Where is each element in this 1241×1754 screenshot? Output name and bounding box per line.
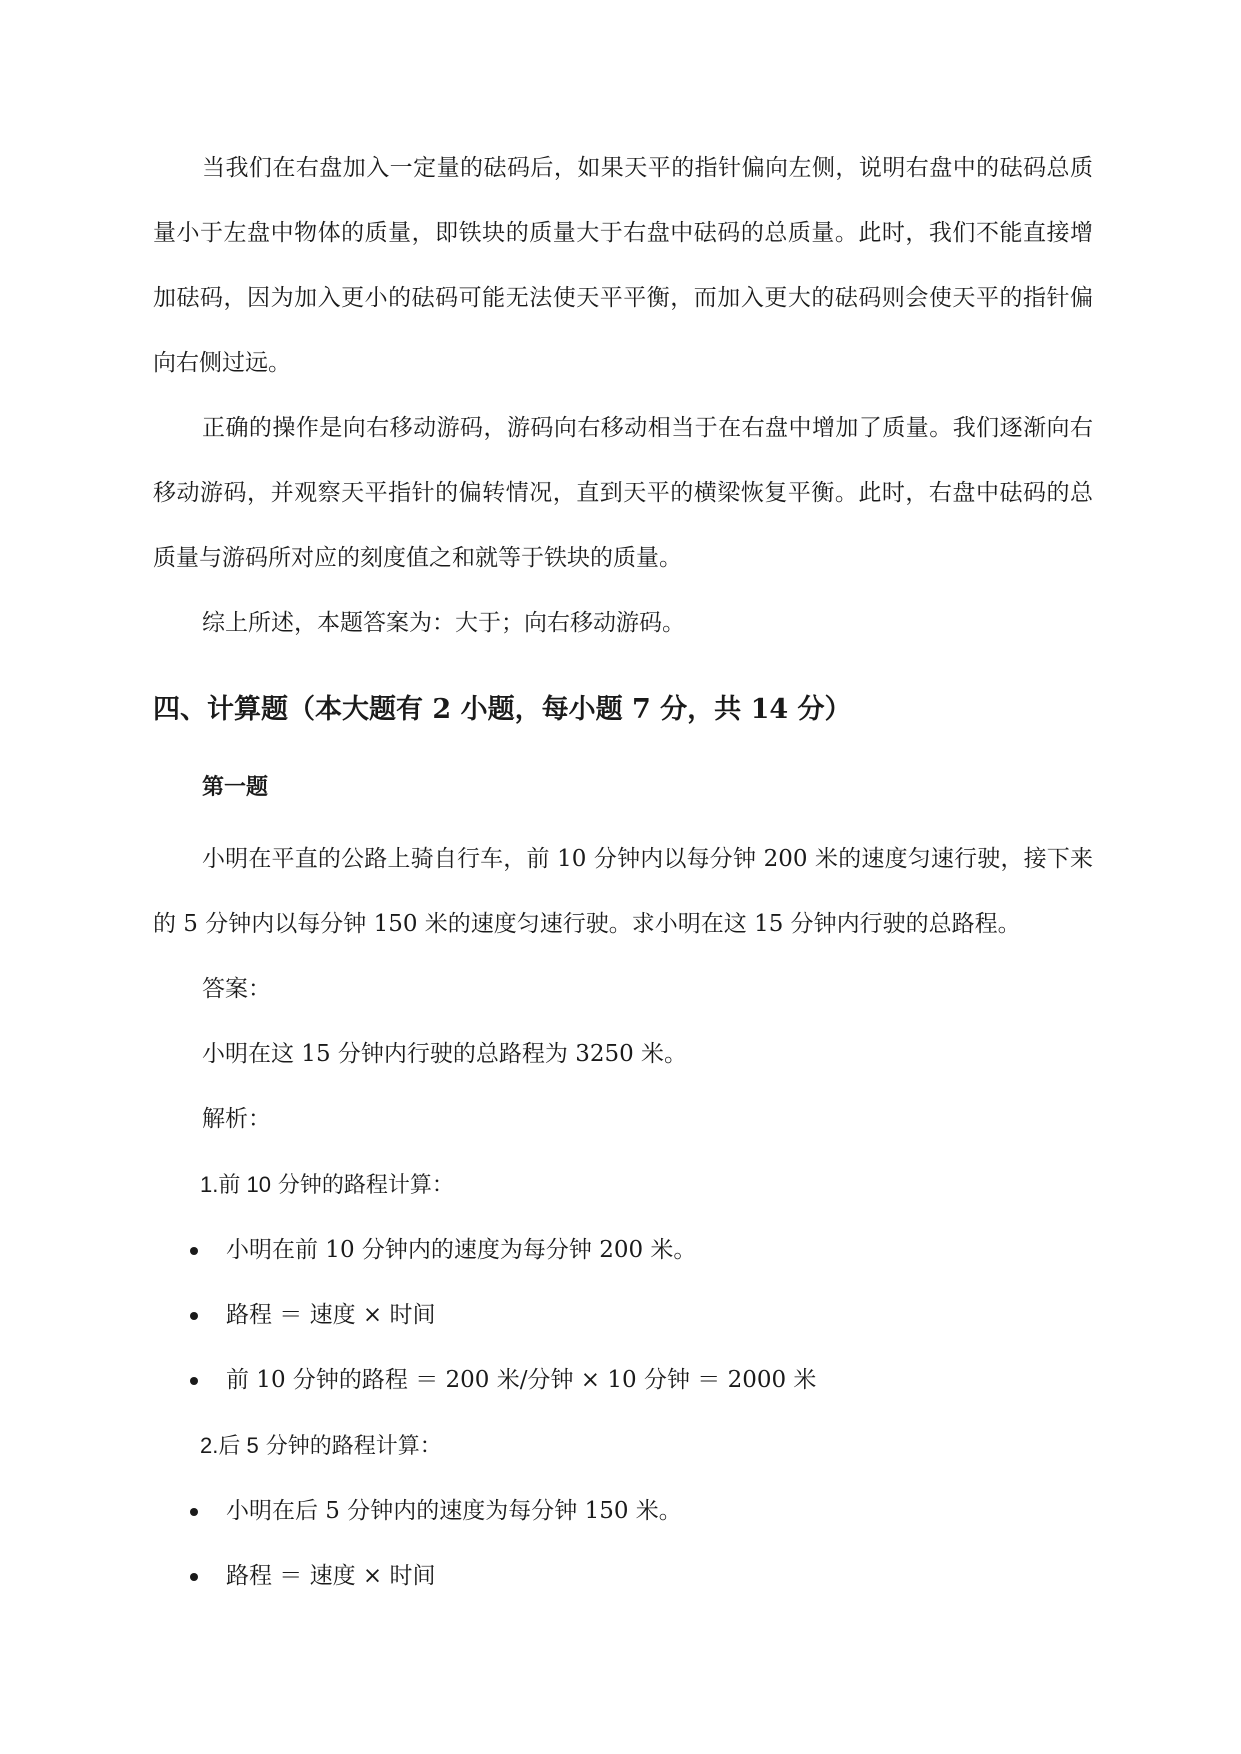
step-2-heading (153, 1413, 1093, 1479)
list-item-text: 路程 ＝ 速度 × 时间 (226, 1563, 436, 1589)
bullet-icon (190, 1312, 198, 1320)
step-1-bullet-list (153, 1218, 1093, 1413)
paragraph-pointer-left: 当我们在右盘加入一定量的砝码后，如果天平的指针偏向左侧，说明右盘中的砝码总质量小于左盘中物体的质量，即铁块的质量大于右盘中砝码的总质量。此时，我们不能直接增加砝码，因为加入更小的砝码可能无法使天平平衡，而加入更大的砝码则会使天平的指针偏向右侧过远。 (153, 155, 1093, 376)
list-item-text: 前 10 分钟的路程 ＝ 200 米/分钟 × 10 分钟 ＝ 2000 米 (226, 1367, 817, 1393)
step-1-heading (153, 1152, 1093, 1218)
list-item (153, 1348, 1093, 1413)
list-item-text: 路程 ＝ 速度 × 时间 (226, 1302, 436, 1328)
paragraph-conclusion: 综上所述，本题答案为：大于；向右移动游码。 (202, 610, 685, 636)
answer-text: 小明在这 15 分钟内行驶的总路程为 3250 米。 (202, 1041, 688, 1067)
list-item (153, 1479, 1093, 1544)
step-1-number: 1.前 10 (200, 1172, 271, 1197)
list-item (153, 1544, 1093, 1609)
list-item (153, 1283, 1093, 1348)
bullet-icon (190, 1508, 198, 1516)
step-2-text: 分钟的路程计算： (258, 1434, 442, 1459)
page-content (153, 136, 1093, 1609)
answer-label: 答案： (202, 976, 271, 1002)
list-item (153, 1218, 1093, 1283)
analysis-label: 解析： (202, 1106, 271, 1132)
bullet-icon (190, 1247, 198, 1255)
step-2-number: 2.后 5 (200, 1433, 259, 1458)
bullet-icon (190, 1377, 198, 1385)
step-2-bullet-list (153, 1479, 1093, 1609)
section-heading: 四、计算题（本大题有 2 小题，每小题 7 分，共 14 分） (153, 694, 852, 725)
list-item-text: 小明在前 10 分钟内的速度为每分钟 200 米。 (226, 1237, 697, 1263)
list-item-text: 小明在后 5 分钟内的速度为每分钟 150 米。 (226, 1498, 682, 1524)
step-1-text: 分钟的路程计算： (270, 1173, 454, 1198)
bullet-icon (190, 1573, 198, 1581)
paragraph-correct-operation: 正确的操作是向右移动游码，游码向右移动相当于在右盘中增加了质量。我们逐渐向右移动游码，并观察天平指针的偏转情况，直到天平的横梁恢复平衡。此时，右盘中砝码的总质量与游码所对应的刻度值之和就等于铁块的质量。 (153, 415, 1093, 571)
question-title: 第一题 (202, 774, 269, 800)
question-text: 小明在平直的公路上骑自行车，前 10 分钟内以每分钟 200 米的速度匀速行驶，接下来的 5 分钟内以每分钟 150 米的速度匀速行驶。求小明在这 15 分钟内行驶的总路程。 (153, 846, 1093, 937)
